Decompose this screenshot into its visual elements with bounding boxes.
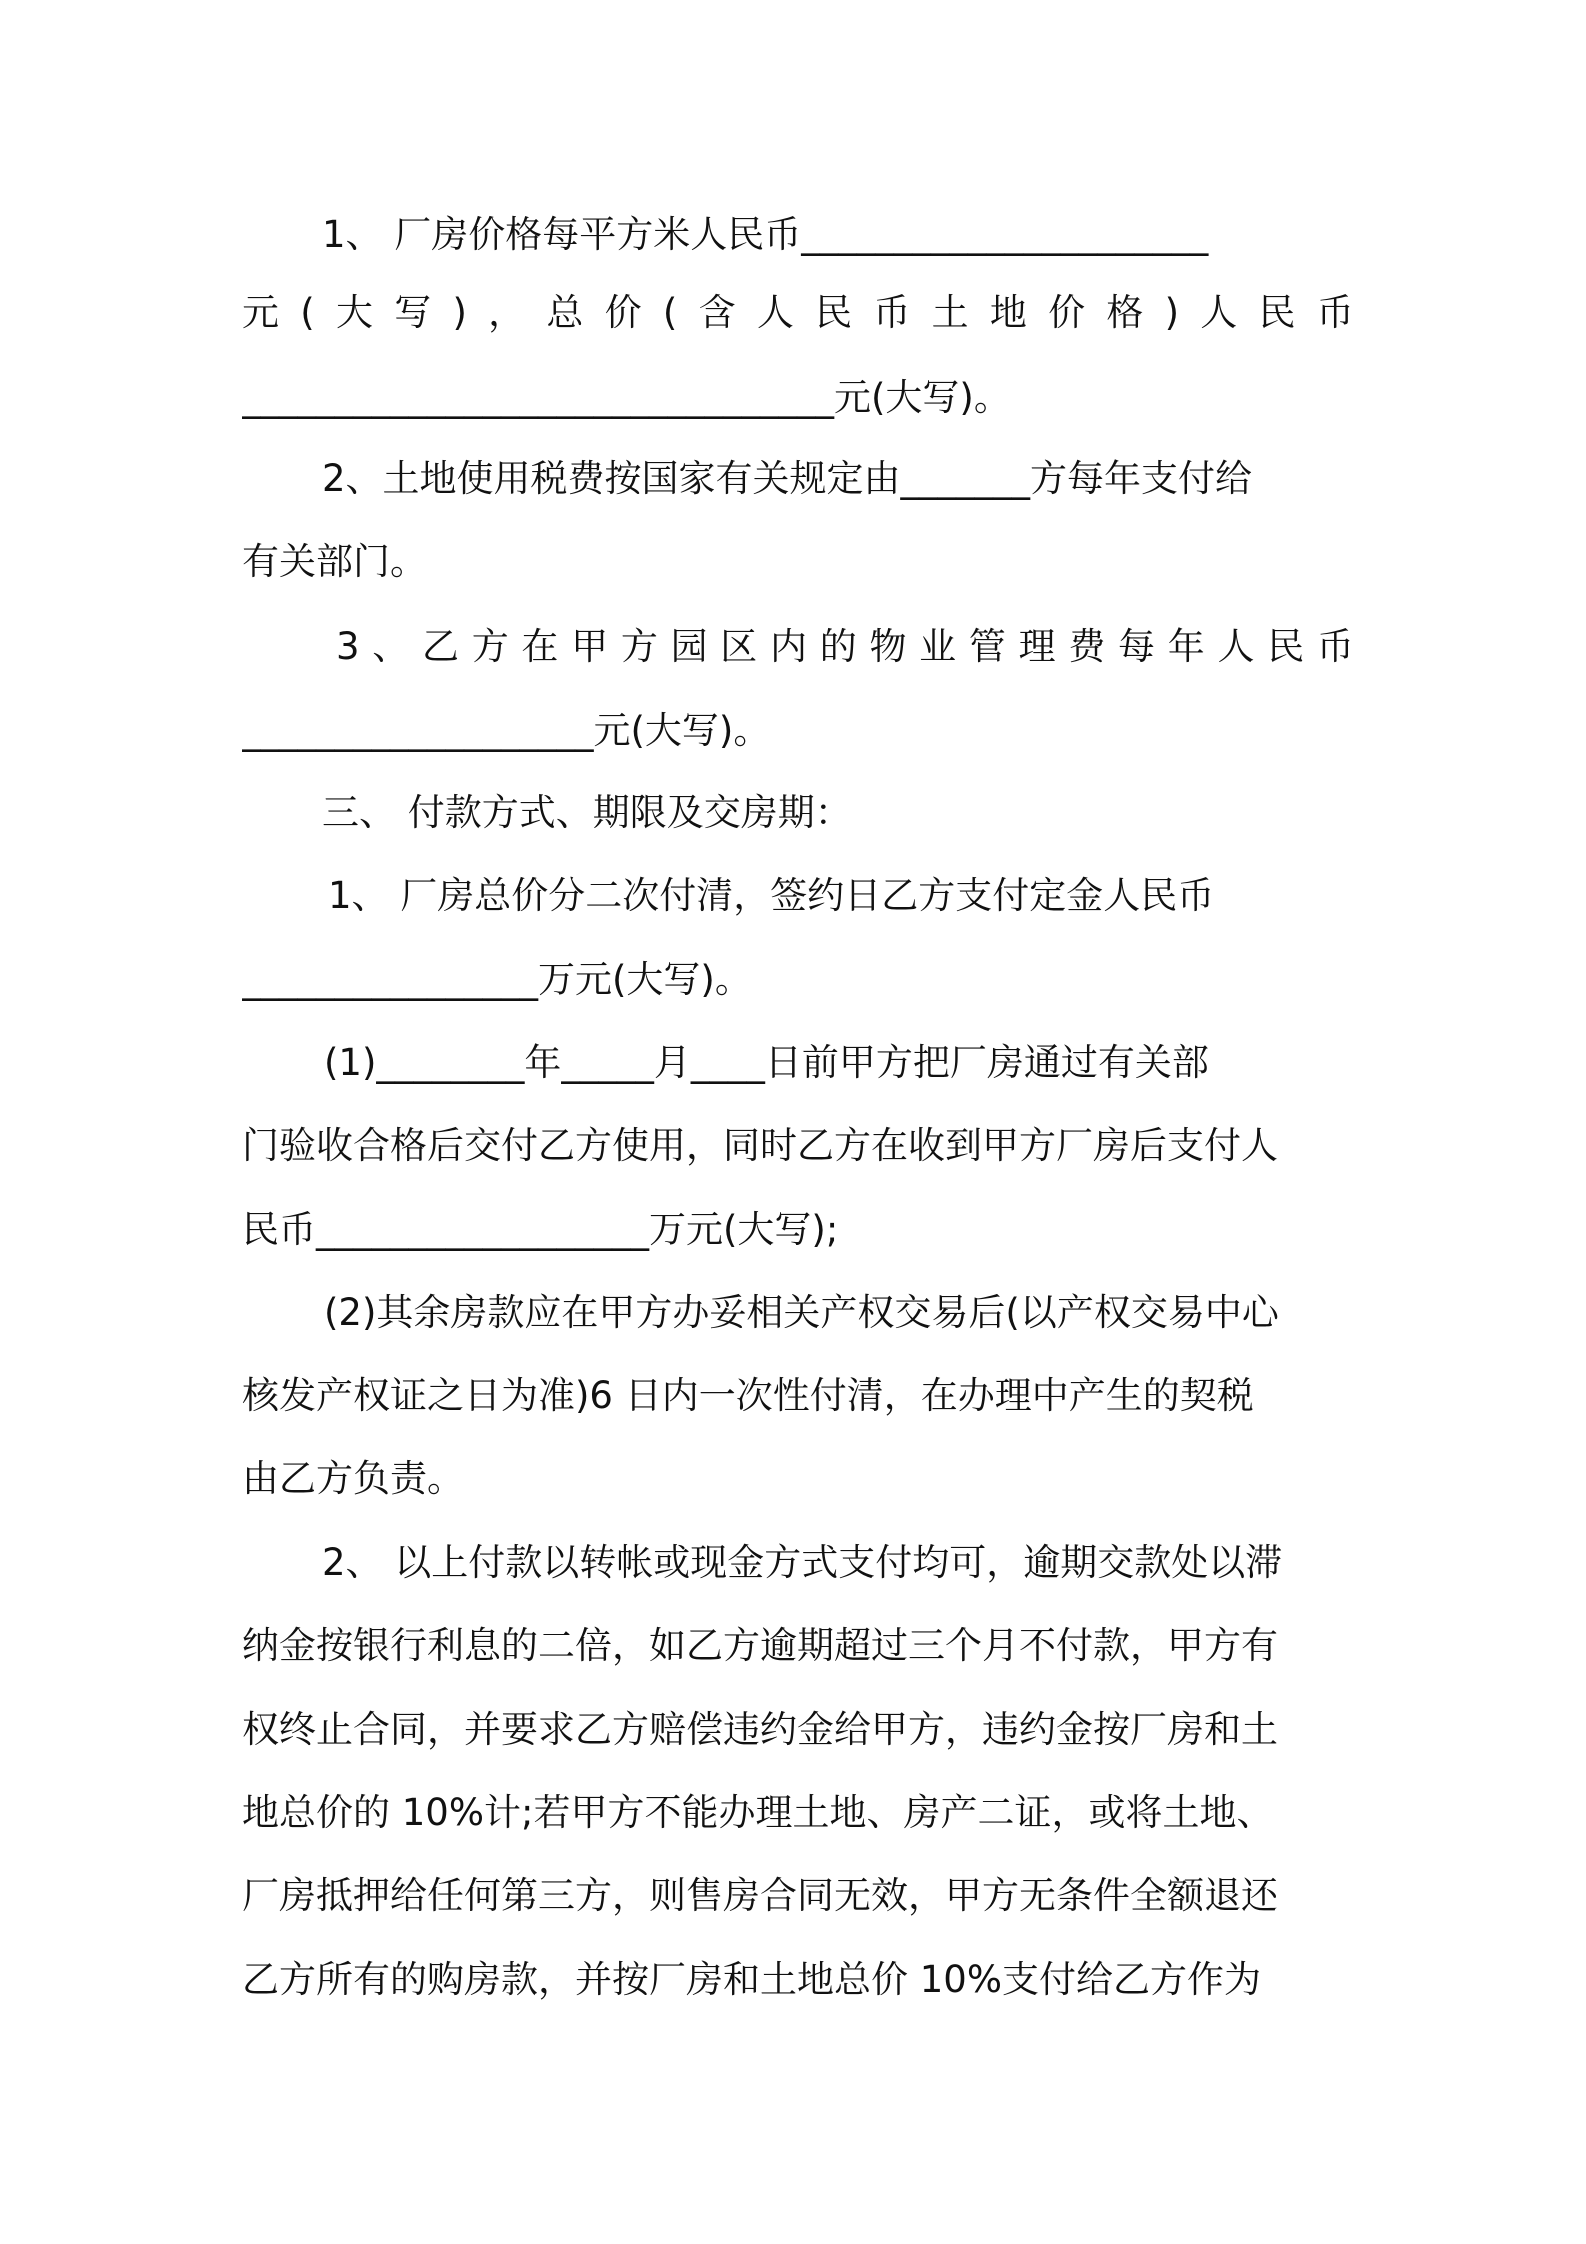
text-line-3: ________________________________元(大写)。 xyxy=(242,376,1011,419)
text-line-15: 核发产权证之日为准)6 日内一次性付清，在办理中产生的契税 xyxy=(242,1374,1254,1417)
text-line-21: 厂房抵押给任何第三方，则售房合同无效，甲方无条件全额退还 xyxy=(242,1874,1278,1917)
text-line-4: 2、土地使用税费按国家有关规定由_______方每年支付给 xyxy=(322,457,1253,500)
text-line-19: 权终止合同，并要求乙方赔偿违约金给甲方，违约金按厂房和土 xyxy=(242,1708,1278,1751)
text-line-16: 由乙方负责。 xyxy=(242,1457,464,1500)
text-line-7: ___________________元(大写)。 xyxy=(242,709,771,752)
text-line-13: 民币__________________万元(大写); xyxy=(242,1208,839,1251)
text-line-6: 3 、 乙 方 在 甲 方 园 区 内 的 物 业 管 理 费 每 年 人 民 币 xyxy=(336,625,1354,668)
section-heading-3: 三、 付款方式、期限及交房期： xyxy=(322,791,852,834)
text-line-10: ________________万元(大写)。 xyxy=(242,958,752,1001)
text-line-5: 有关部门。 xyxy=(242,540,427,583)
text-line-18: 纳金按银行利息的二倍，如乙方逾期超过三个月不付款，甲方有 xyxy=(242,1624,1278,1667)
text-line-22: 乙方所有的购房款，并按厂房和土地总价 10%支付给乙方作为 xyxy=(242,1958,1261,2001)
text-line-12: 门验收合格后交付乙方使用，同时乙方在收到甲方厂房后支付人 xyxy=(242,1124,1278,1167)
text-line-9: 1、 厂房总价分二次付清，签约日乙方支付定金人民币 xyxy=(328,874,1215,917)
text-line-20: 地总价的 10%计;若甲方不能办理土地、房产二证，或将土地、 xyxy=(242,1791,1274,1834)
text-line-14: (2)其余房款应在甲方办妥相关产权交易后(以产权交易中心 xyxy=(324,1291,1279,1334)
text-line-17: 2、 以上付款以转帐或现金方式支付均可，逾期交款处以滞 xyxy=(322,1541,1283,1584)
text-line-2: 元 ( 大 写 ) ， 总 价 ( 含 人 民 币 土 地 价 格 ) 人 民 币 xyxy=(242,291,1354,334)
text-line-1: 1、 厂房价格每平方米人民币______________________ xyxy=(322,213,1209,256)
text-line-11: (1)________年_____月____日前甲方把厂房通过有关部 xyxy=(324,1041,1209,1084)
